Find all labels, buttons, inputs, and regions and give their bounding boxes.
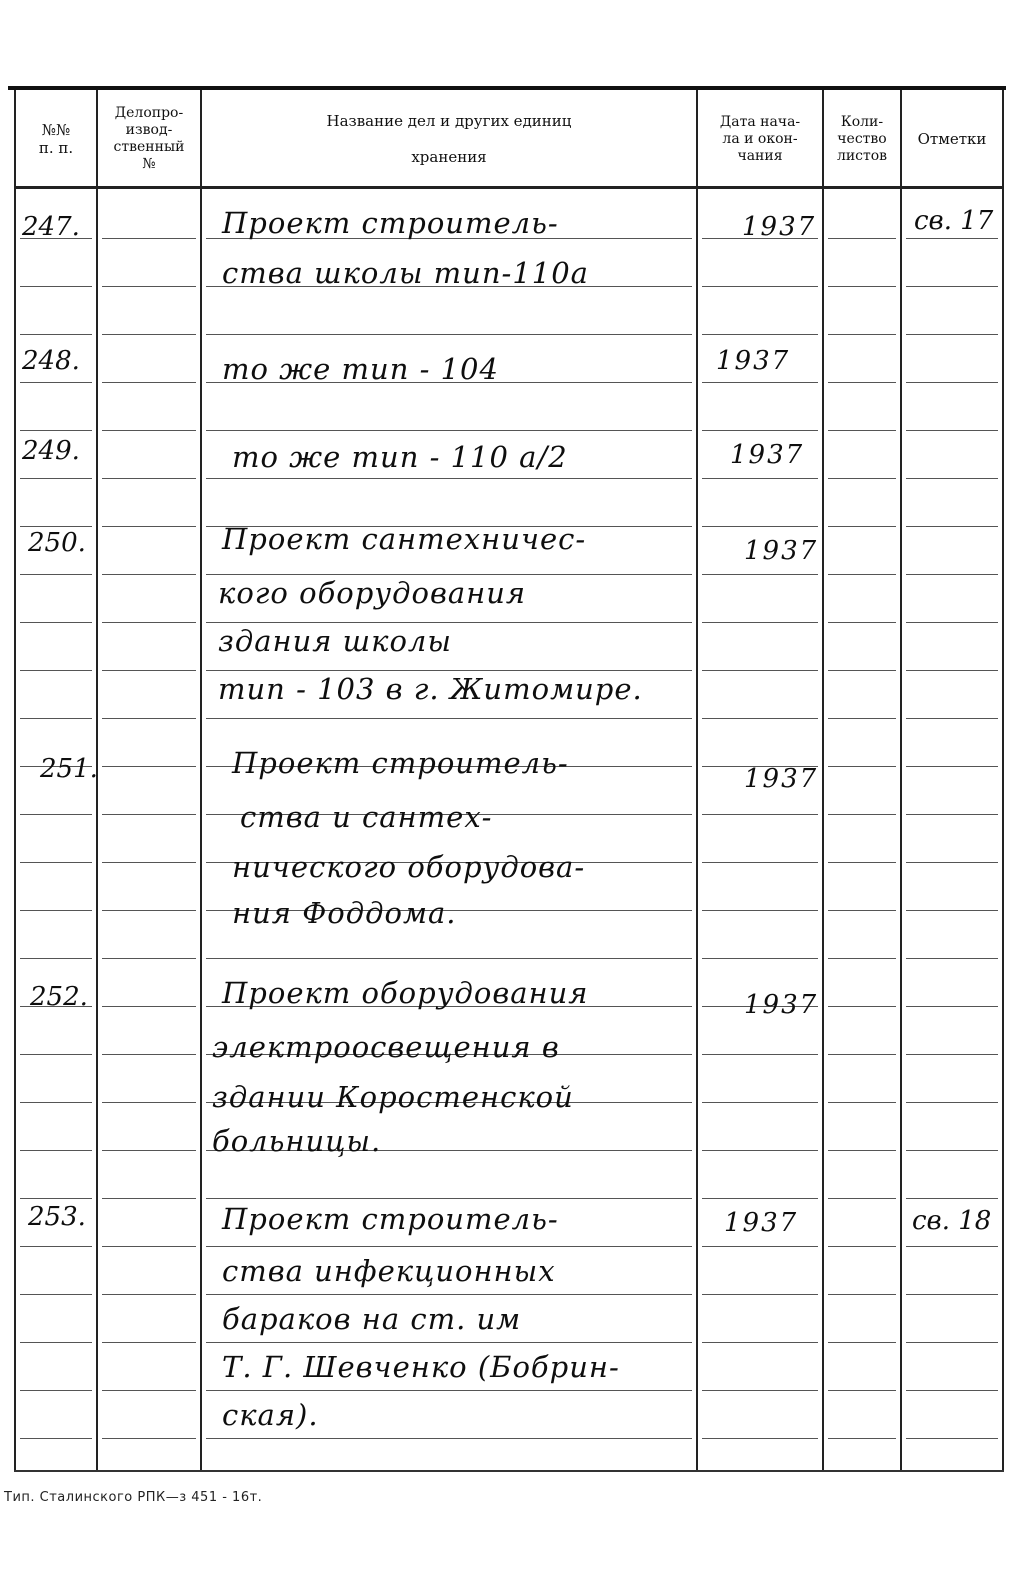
entry-title-line: Проект оборудования: [222, 976, 589, 1010]
ruled-line: [828, 1390, 896, 1391]
ruled-line: [102, 766, 196, 767]
ruled-line: [102, 910, 196, 911]
table-top-border: [8, 86, 1006, 90]
ruled-line: [206, 478, 692, 479]
ruled-line: [702, 1150, 818, 1151]
ruled-line: [906, 910, 998, 911]
ruled-line: [828, 1006, 896, 1007]
ruled-line: [702, 382, 818, 383]
entry-title-line: Проект сантехничес-: [222, 522, 587, 556]
ruled-line: [702, 670, 818, 671]
ruled-line: [906, 670, 998, 671]
ruled-line: [102, 1390, 196, 1391]
entry-number: 250.: [28, 528, 86, 558]
ruled-line: [206, 334, 692, 335]
entry-title-line: здания школы: [218, 624, 453, 658]
ruled-line: [102, 430, 196, 431]
ruled-line: [828, 958, 896, 959]
ruled-line: [702, 1438, 818, 1439]
ruled-line: [702, 862, 818, 863]
ruled-line: [906, 478, 998, 479]
ruled-line: [20, 1054, 92, 1055]
ruled-line: [702, 814, 818, 815]
ruled-line: [828, 286, 896, 287]
ruled-line: [102, 814, 196, 815]
ruled-line: [102, 1102, 196, 1103]
header-notes: Отметки: [917, 130, 987, 148]
ruled-line: [906, 1198, 998, 1199]
ruled-line: [828, 238, 896, 239]
ruled-line: [702, 286, 818, 287]
ruled-line: [206, 1246, 692, 1247]
ruled-line: [906, 430, 998, 431]
ruled-line: [20, 382, 92, 383]
entry-title-line: ства инфекционных: [222, 1254, 556, 1288]
entry-title-line: здании Коростенской: [212, 1080, 574, 1114]
entry-note: св. 17: [914, 206, 994, 236]
ruled-line: [20, 430, 92, 431]
entry-title-line: Проект строитель-: [222, 1202, 559, 1236]
column-divider: [1002, 90, 1004, 1470]
ruled-line: [828, 670, 896, 671]
ruled-line: [828, 814, 896, 815]
entry-title-line: нического оборудова-: [232, 850, 586, 884]
ruled-line: [102, 478, 196, 479]
ruled-line: [906, 1006, 998, 1007]
ruled-line: [906, 238, 998, 239]
ruled-line: [828, 526, 896, 527]
ruled-line: [20, 1390, 92, 1391]
ruled-line: [828, 1438, 896, 1439]
ruled-line: [702, 574, 818, 575]
entry-number: 249.: [22, 436, 80, 466]
entry-title-line: кого оборудования: [218, 576, 527, 610]
ruled-line: [20, 1102, 92, 1103]
ruled-line: [906, 718, 998, 719]
entry-number: 248.: [22, 346, 80, 376]
ruled-line: [906, 1438, 998, 1439]
ruled-line: [906, 1102, 998, 1103]
entry-year: 1937: [742, 212, 817, 242]
ruled-line: [828, 334, 896, 335]
ruled-line: [206, 1294, 692, 1295]
ruled-line: [20, 862, 92, 863]
ruled-line: [20, 1342, 92, 1343]
ruled-line: [828, 574, 896, 575]
header-title: Название дел и других единиц хранения: [326, 112, 572, 166]
ruled-line: [906, 814, 998, 815]
ruled-line: [206, 1438, 692, 1439]
ruled-line: [828, 766, 896, 767]
ruled-line: [102, 670, 196, 671]
ruled-line: [828, 1294, 896, 1295]
entry-title-line: то же тип - 104: [222, 352, 499, 386]
ruled-line: [906, 622, 998, 623]
ruled-line: [206, 670, 692, 671]
ruled-line: [20, 1438, 92, 1439]
ruled-line: [102, 382, 196, 383]
column-divider: [14, 90, 16, 1470]
ruled-line: [102, 1198, 196, 1199]
ruled-line: [906, 1342, 998, 1343]
ruled-line: [102, 286, 196, 287]
ruled-line: [906, 526, 998, 527]
ruled-line: [702, 334, 818, 335]
ruled-line: [702, 1342, 818, 1343]
ruled-line: [206, 1342, 692, 1343]
ruled-line: [906, 574, 998, 575]
ruled-line: [906, 958, 998, 959]
ruled-line: [702, 958, 818, 959]
ruled-line: [828, 862, 896, 863]
column-divider: [200, 90, 202, 1470]
entry-title-line: ния Фоддома.: [232, 896, 457, 930]
ruled-line: [906, 1150, 998, 1151]
column-divider: [696, 90, 698, 1470]
ruled-line: [102, 238, 196, 239]
ruled-line: [20, 622, 92, 623]
entry-title-line: тип - 103 в г. Житомире.: [218, 672, 643, 706]
header-number: №№ п. п.: [38, 121, 74, 157]
column-divider: [822, 90, 824, 1470]
ruled-line: [906, 1246, 998, 1247]
ruled-line: [828, 1342, 896, 1343]
printer-imprint: Тип. Сталинского РПК—з 451 - 16т.: [4, 1490, 263, 1505]
ruled-line: [206, 622, 692, 623]
ruled-line: [828, 430, 896, 431]
ruled-line: [20, 574, 92, 575]
table-bottom-border: [14, 1470, 1004, 1472]
ruled-line: [206, 1198, 692, 1199]
ruled-line: [20, 910, 92, 911]
ruled-line: [828, 718, 896, 719]
ruled-line: [702, 718, 818, 719]
ruled-line: [906, 1054, 998, 1055]
ruled-line: [906, 766, 998, 767]
entry-title-line: Проект строитель-: [232, 746, 569, 780]
ruled-line: [20, 334, 92, 335]
ruled-line: [102, 526, 196, 527]
ruled-line: [906, 1390, 998, 1391]
header-sheet-count: Коли- чество листов: [836, 113, 888, 164]
entry-title-line: Т. Г. Шевченко (Бобрин-: [222, 1350, 620, 1384]
ruled-line: [828, 1150, 896, 1151]
ruled-line: [102, 718, 196, 719]
ruled-line: [20, 718, 92, 719]
entry-year: 1937: [716, 346, 791, 376]
ruled-line: [102, 1006, 196, 1007]
entry-year: 1937: [730, 440, 805, 470]
entry-note: св. 18: [912, 1206, 992, 1236]
ruled-line: [102, 334, 196, 335]
ruled-line: [102, 622, 196, 623]
ruled-line: [828, 1198, 896, 1199]
ruled-line: [906, 1294, 998, 1295]
ruled-line: [20, 1198, 92, 1199]
ruled-line: [206, 430, 692, 431]
ruled-line: [206, 574, 692, 575]
ruled-line: [206, 718, 692, 719]
ruled-line: [102, 1246, 196, 1247]
entry-number: 247.: [22, 212, 80, 242]
ruled-line: [20, 526, 92, 527]
ruled-line: [702, 478, 818, 479]
ruled-line: [702, 526, 818, 527]
ruled-line: [102, 862, 196, 863]
header-bottom-border: [14, 186, 1004, 189]
ruled-line: [702, 1054, 818, 1055]
ruled-line: [102, 1438, 196, 1439]
ruled-line: [702, 1390, 818, 1391]
entry-title-line: Проект строитель-: [222, 206, 559, 240]
header-office-number: Делопро- извод- ственный №: [113, 105, 185, 172]
ruled-line: [702, 1246, 818, 1247]
entry-number: 253.: [28, 1202, 86, 1232]
ruled-line: [828, 910, 896, 911]
header-dates: Дата нача- ла и окон- чания: [719, 113, 801, 164]
ruled-line: [828, 622, 896, 623]
ruled-line: [702, 1294, 818, 1295]
entry-year: 1937: [744, 764, 819, 794]
entry-number: 252.: [30, 982, 88, 1012]
entry-title-line: бараков на ст. им: [222, 1302, 522, 1336]
ruled-line: [102, 574, 196, 575]
ruled-line: [828, 1246, 896, 1247]
ruled-line: [206, 1390, 692, 1391]
ruled-line: [828, 1102, 896, 1103]
entry-title-line: ства и сантех-: [240, 800, 493, 834]
ruled-line: [702, 1198, 818, 1199]
ruled-line: [102, 958, 196, 959]
ruled-line: [702, 910, 818, 911]
ruled-line: [206, 958, 692, 959]
column-divider: [900, 90, 902, 1470]
ruled-line: [20, 670, 92, 671]
entry-year: 1937: [744, 990, 819, 1020]
ruled-line: [102, 1150, 196, 1151]
ruled-line: [906, 382, 998, 383]
ruled-line: [20, 286, 92, 287]
ruled-line: [102, 1294, 196, 1295]
entry-title-line: ства школы тип-110а: [222, 256, 589, 290]
ruled-line: [828, 382, 896, 383]
ruled-line: [906, 334, 998, 335]
entry-title-line: больницы.: [212, 1124, 382, 1158]
ruled-line: [828, 478, 896, 479]
ruled-line: [102, 1054, 196, 1055]
ruled-line: [20, 478, 92, 479]
entry-title-line: электроосвещения в: [212, 1030, 560, 1064]
entry-title-line: то же тип - 110 а/2: [232, 440, 568, 474]
ruled-line: [20, 958, 92, 959]
entry-number: 251.: [40, 754, 98, 784]
ruled-line: [20, 814, 92, 815]
ruled-line: [20, 1150, 92, 1151]
ruled-line: [702, 622, 818, 623]
entry-year: 1937: [724, 1208, 799, 1238]
ruled-line: [20, 1246, 92, 1247]
ruled-line: [102, 1342, 196, 1343]
entry-year: 1937: [744, 536, 819, 566]
ruled-line: [702, 1102, 818, 1103]
ruled-line: [906, 862, 998, 863]
ruled-line: [20, 1294, 92, 1295]
ruled-line: [702, 430, 818, 431]
ruled-line: [906, 286, 998, 287]
ruled-line: [828, 1054, 896, 1055]
entry-title-line: ская).: [222, 1398, 319, 1432]
